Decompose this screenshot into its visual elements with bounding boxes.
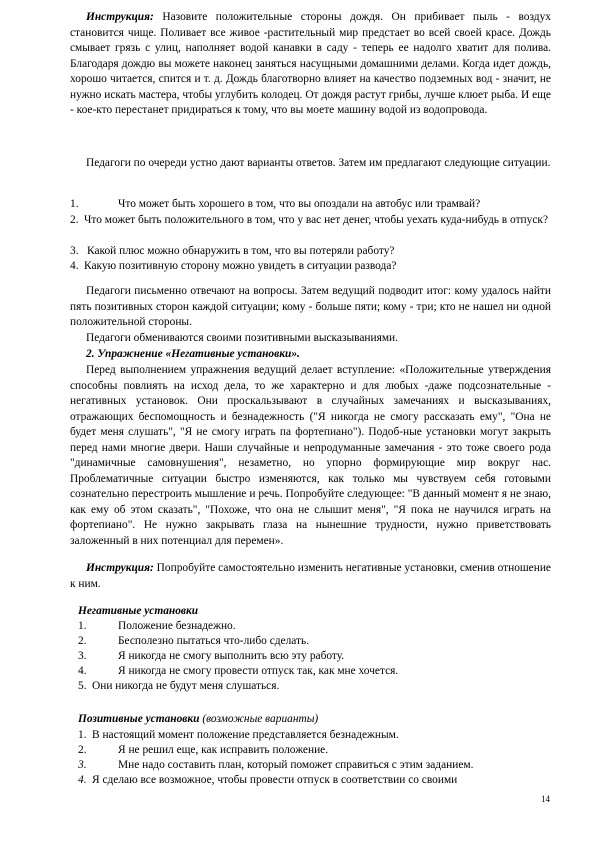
negative-list — [78, 604, 551, 694]
list-item: 1. Положение безнадежно. — [78, 620, 236, 632]
exercise-title: 2. Упражнение «Негативные установки». — [86, 348, 300, 360]
positive-title: Позитивные установки — [78, 713, 200, 725]
list-item: 2. Я не решил еще, как исправить положение. — [78, 744, 329, 756]
list-item: 4. Я сделаю все возможное, чтобы провести отпуск в соответствии со своими — [78, 774, 458, 786]
intro-label: Инструкция: — [86, 11, 154, 23]
list-item: 4. Какую позитивную сторону можно увидеть в ситуации развода? — [70, 260, 397, 272]
list-item: 1. Что может быть хорошего в том, что вы опоздали на автобус или трамвай? — [70, 198, 481, 210]
paragraph-introduction: Перед выполнением упражнения ведущий делает вступление: «Положительные утверждения способны повлиять на исход дела, то же характерно и для любых -даже подсознательные - негативных установок. Они проскальзывают в случайных замечаниях и высказываниях, отражающих беспомощность и безнадежность ("Я никогда не смогу рассказать ему", "Она не будет меня слушать", "Я не смогу играть па фортепиано"). Подоб-ные установки могут закрыть перед нами многие двери. Наши случайные и непродуманные замечания - это тоже своего рода "динамичные самовнушения", незаметно, но упорно формирующие мир вокруг нас. Проблематичные ситуации быстро изменяются, как только мы чувствуем себя готовыми сознательно перестроить мышление и речь. Попробуйте следующее: "В данный момент я не знаю, как ему об этом сказать", "Похоже, что она не слышит меня", "Я пока не научился играть на фортепиано". Не нужно закрывать глаза на нынешние трудности, нужно приветствовать заложенный в них потенциал для перемен». — [70, 364, 551, 547]
paragraph-teachers-answers: Педагоги по очереди устно дают варианты ответов. Затем им предлагают следующие ситуации. — [86, 157, 551, 169]
instruction-paragraph — [70, 561, 551, 592]
situations-list — [70, 197, 551, 274]
list-item: 3. Я никогда не смогу выполнить всю эту работу. — [78, 650, 345, 662]
page-number: 14 — [541, 794, 550, 804]
intro-paragraph — [70, 10, 551, 119]
negative-title: Негативные установки — [78, 605, 199, 617]
positive-heading — [78, 712, 551, 728]
list-item: 3. Мне надо составить план, который поможет справиться с этим заданием. — [78, 759, 474, 771]
list-item: 5. Они никогда не будут меня слушаться. — [78, 680, 280, 692]
intro-text: Назовите положительные стороны дождя. Он прибивает пыль - воздух становится чище. Поливает все живое -растительный мир предстает во всей своей красе. Дождь смывает грязь с улиц, наполняет водой канавки в саду - теперь ее надолго хватит для полива. Благодаря дождю вы можете наконец заняться насущными домашними делами. Когда идет дождь, хорошо читается, спится и т. д. Дождь благотворно влияет на качество подземных вод - значит, не нужно искать мастера, чтобы углубить колодец. От дождя растут грибы, лучше клюет рыба. И еще - кое-кто перестанет придираться к тому, что вы моете машину водой из водопровода. — [70, 11, 551, 116]
list-item: 2. Бесполезно пытаться что-либо сделать. — [78, 635, 310, 647]
paragraph-summary: Педагоги письменно отвечают на вопросы. Затем ведущий подводит итог: кому удалось найти пять позитивных сторон каждой ситуации; кому - больше пяти; кому - три; кто не нашел ни одной положительной стороны. — [70, 285, 551, 328]
paragraph-exchange: Педагоги обмениваются своими позитивными высказываниями. — [86, 332, 398, 344]
instruction-text: Попробуйте самостоятельно изменить негативные установки, сменив отношение к ним. — [70, 562, 551, 590]
instruction-label: Инструкция: — [86, 562, 154, 574]
positive-subtitle: (возможные варианты) — [202, 713, 319, 725]
list-item: 4. Я никогда не смогу провести отпуск так, как мне хочется. — [78, 665, 399, 677]
list-item: 1. В настоящий момент положение представляется безнадежным. — [78, 729, 399, 741]
list-item: 3. Какой плюс можно обнаружить в том, что вы потеряли работу? — [70, 245, 395, 257]
positive-list — [78, 712, 551, 788]
list-item: 2. Что может быть положительного в том, что у вас нет денег, чтобы уехать куда-нибудь в отпуск? — [70, 214, 548, 226]
